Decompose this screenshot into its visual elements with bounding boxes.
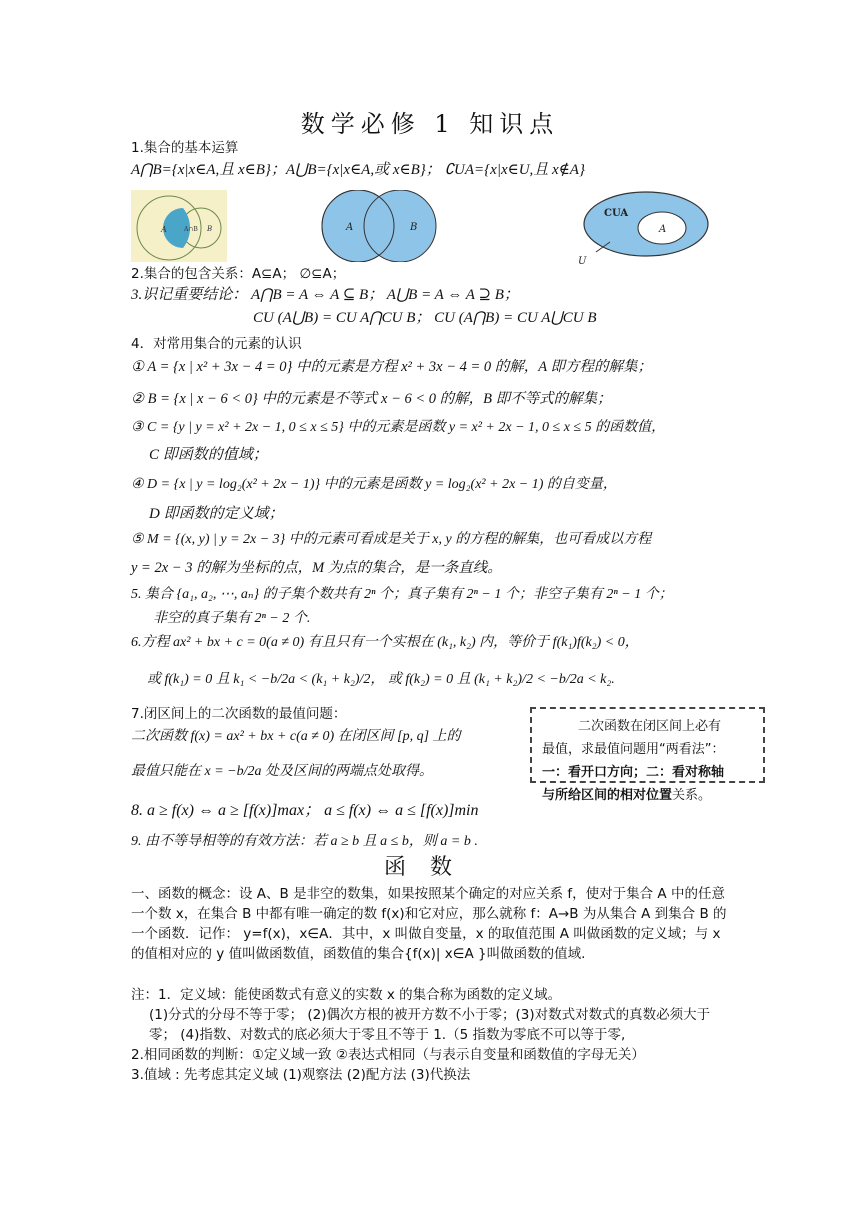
set-operations-formulas: A⋂B={x|x∈A,且 x∈B}；A⋃B={x|x∈A,或 x∈B}； ∁UA={x|x∈U,且 x∉A} — [131, 162, 585, 178]
venn3-label-u: U — [578, 256, 587, 267]
venn-union-diagram — [318, 190, 458, 262]
set-example-5a: ⑤ M = {(x, y) | y = 2x − 3} 中的元素可看成是关于 x, y 的方程的解集，也可看成以方程 — [131, 532, 652, 547]
venn-complement-diagram — [568, 190, 710, 268]
set-example-3b: C 即函数的值域； — [149, 447, 268, 463]
tip-line-3 — [542, 761, 753, 784]
tip-line-3b: 开口方向 — [581, 765, 634, 780]
two-look-method-tip — [530, 707, 765, 803]
tip-line-1: 二次函数在闭区间上必有 — [578, 719, 722, 734]
tip-line-4b: 关系。 — [672, 788, 712, 803]
section-6-root-b: 或 f(k₁) = 0 且 k₁ < −b/2a < (k₁ + k₂)/2， 或 f(k₂) = 0 且 (k₁ + k₂)/2 < −b/2a < k₂. — [147, 672, 615, 687]
venn3-label-cua: CUA — [604, 208, 629, 219]
tip-line-3c: ；二：看 — [633, 765, 686, 780]
section-1-heading: 1.集合的基本运算 — [131, 140, 239, 156]
section-7-heading: 7.闭区间上的二次函数的最值问题： — [131, 706, 347, 722]
same-function-rule: 2.相同函数的判断：①定义域一致 ②表达式相同（与表示自变量和函数值的字母无关） — [131, 1047, 645, 1063]
domain-rules: (1)分式的分母不等于零； (2)偶次方根的被开方数不小于零；(3)对数式对数式的真数必须大于零； (4)指数、对数式的底必须大于零且不等于 1.（5 指数为零底不可以等于零, — [149, 1007, 711, 1043]
venn1-label-b: B — [207, 225, 213, 233]
page-title: 数学必修 1 知识点 — [300, 110, 560, 138]
section-4-heading: 4．对常用集合的元素的认识 — [131, 336, 302, 352]
tip-line-2: 最值，求最值问题用“两看法”： — [542, 742, 725, 757]
section-3-conclusions-a: 3.识记重要结论： A⋂B = A ⇔ A ⊆ B； A⋃B = A ⇔ A ⊇ B； — [131, 287, 519, 303]
tip-line-4a: 与所给区间的相对位置 — [542, 788, 673, 803]
set-example-1: ① A = {x | x² + 3x − 4 = 0} 中的元素是方程 x² + 3x − 4 = 0 的解，A 即方程的解集； — [131, 359, 653, 375]
section-2-inclusion: 2.集合的包含关系：A⊆A； ∅⊆A； — [131, 266, 346, 282]
tip-line-3a: 一：看 — [542, 765, 582, 780]
set-example-2: ② B = {x | x − 6 < 0} 中的元素是不等式 x − 6 < 0 的解，B 即不等式的解集； — [131, 391, 612, 407]
set-example-3a: ③ C = {y | y = x² + 2x − 1, 0 ≤ x ≤ 5} 中的元素是函数 y = x² + 2x − 1, 0 ≤ x ≤ 5 的函数值， — [131, 420, 666, 435]
section-7-text-a: 二次函数 f(x) = ax² + bx + c(a ≠ 0) 在闭区间 [p, q] 上的 — [131, 729, 461, 744]
venn-intersection-diagram — [131, 190, 227, 262]
tip-line-3d: 对称轴 — [685, 765, 725, 780]
domain-note: 注：1．定义域：能使函数式有意义的实数 x 的集合称为函数的定义域。 — [131, 987, 562, 1003]
venn1-label-mid: A∩B — [184, 226, 198, 233]
set-example-4b: D 即函数的定义域； — [149, 506, 284, 522]
section-7-text-b: 最值只能在 x = −b/2a 处及区间的两端点处取得。 — [131, 764, 433, 779]
section-6-root-a: 6.方程 ax² + bx + c = 0(a ≠ 0) 有且只有一个实根在 (k₁, k₂) 内，等价于 f(k₁)f(k₂) < 0， — [131, 635, 639, 650]
tip-line-4 — [542, 784, 753, 807]
function-definition-paragraph: 一、函数的概念：设 A、B 是非空的数集，如果按照某个确定的对应关系 f，使对于集合 A 中的任意一个数 x，在集合 B 中都有唯一确定的数 f(x)和它对应，那么就称 f：A→B 为从集合 A 到集合 B 的一个函数．记作： y=f(x)，x∈A．其中，x 叫做自变量，x 的取值范围 A 叫做函数的定义域；与 x 的值相对应的 y 值叫做函数值，函数值的集合{f(x)| x∈A }叫做函数的值域. — [131, 886, 727, 962]
section-5-subsets-a: 5. 集合 {a₁, a₂, ⋯, aₙ} 的子集个数共有 2ⁿ 个；真子集有 2ⁿ − 1 个；非空子集有 2ⁿ − 1 个； — [131, 587, 673, 602]
section-5-subsets-b: 非空的真子集有 2ⁿ − 2 个. — [153, 611, 311, 626]
venn1-label-a: A — [161, 225, 167, 234]
function-section-title: 函数 — [383, 855, 476, 880]
venn3-label-a: A — [659, 224, 667, 235]
section-8-inequality: 8. a ≥ f(x) ⇔ a ≥ [f(x)]max； a ≤ f(x) ⇔ a ≤ [f(x)]min — [131, 802, 479, 819]
range-methods: 3.值域 : 先考虑其定义域 (1)观察法 (2)配方法 (3)代换法 — [131, 1067, 471, 1083]
set-example-4a: ④ D = {x | y = log₂(x² + 2x − 1)} 中的元素是函数 y = log₂(x² + 2x − 1) 的自变量， — [131, 477, 617, 492]
section-3-conclusions-b: CU (A⋃B) = CU A⋂CU B； CU (A⋂B) = CU A⋃CU B — [253, 310, 597, 326]
set-example-5b: y = 2x − 3 的解为坐标的点，M 为点的集合，是一条直线。 — [131, 560, 502, 576]
venn2-label-a: A — [346, 222, 354, 233]
section-9-method: 9. 由不等导相等的有效方法：若 a ≥ b 且 a ≤ b，则 a = b . — [131, 834, 478, 849]
venn2-label-b: B — [410, 222, 418, 233]
